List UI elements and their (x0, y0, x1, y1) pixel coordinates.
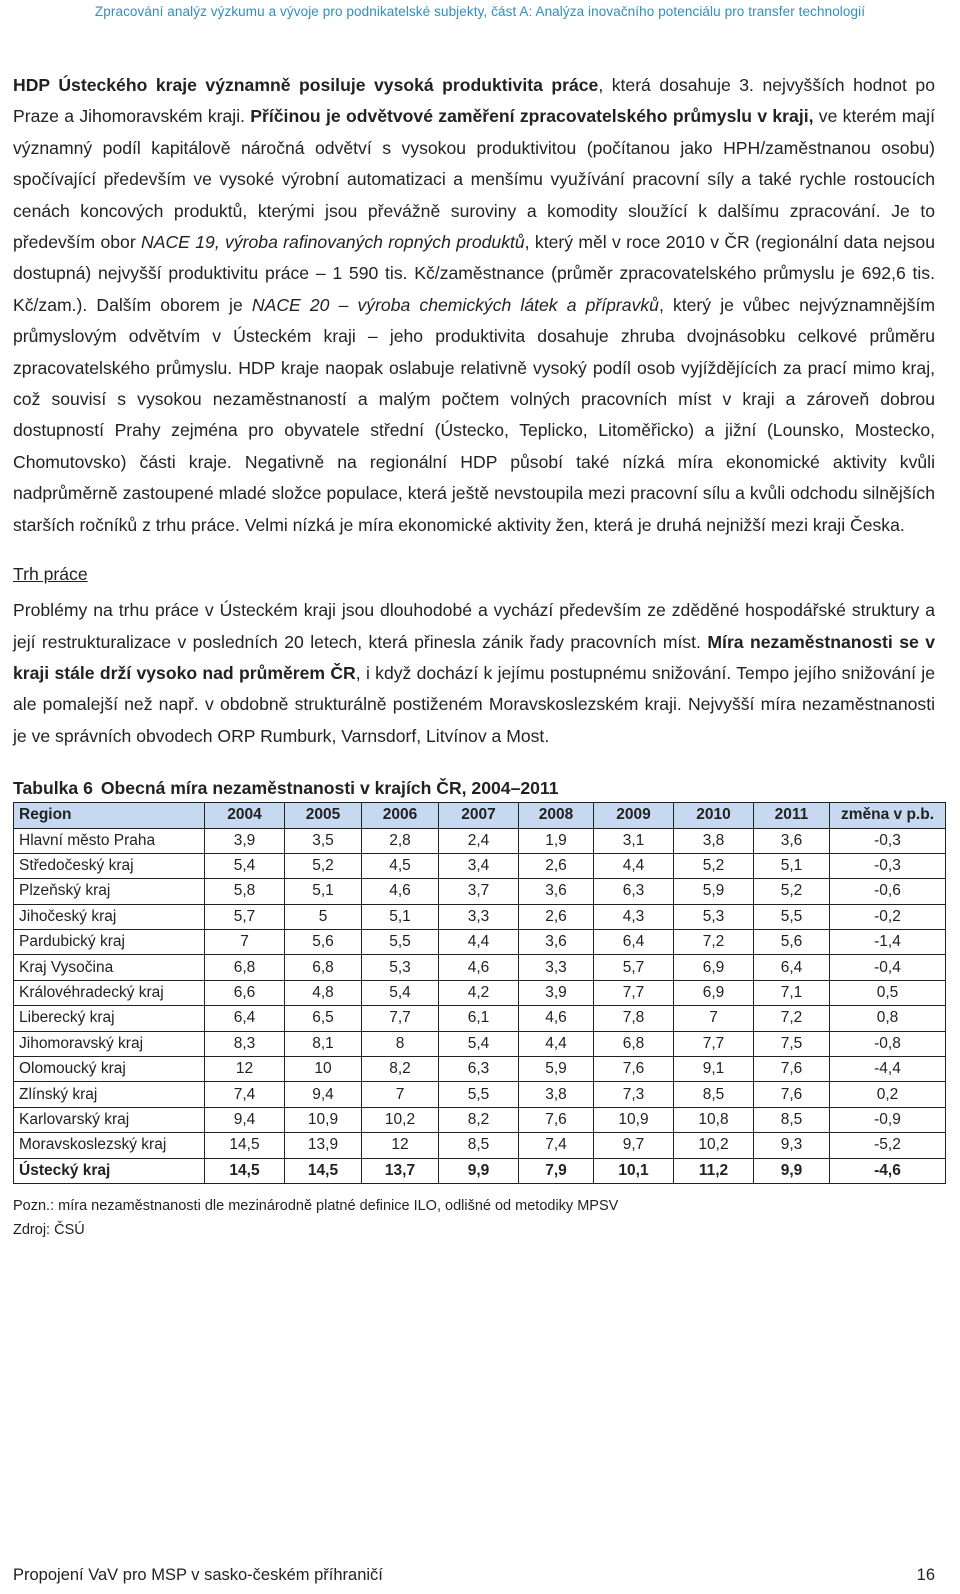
value-cell: 7,6 (594, 1057, 674, 1082)
value-cell: 5,6 (285, 930, 362, 955)
value-cell: 10,8 (674, 1107, 754, 1132)
value-cell: -4,6 (830, 1158, 946, 1183)
value-cell: 3,1 (594, 828, 674, 853)
source-text: Zdroj: ČSÚ (13, 1221, 85, 1238)
value-cell: 4,4 (519, 1031, 594, 1056)
column-header: 2011 (754, 803, 830, 828)
value-cell: 6,4 (754, 955, 830, 980)
table-row (14, 930, 946, 955)
value-cell: 3,8 (674, 828, 754, 853)
value-cell: -1,4 (830, 930, 946, 955)
running-header: Zpracování analýz výzkumu a vývoje pro podnikatelské subjekty, část A: Analýza inovačního potenciálu pro transfer technologií (94, 4, 866, 19)
region-cell: Liberecký kraj (14, 1006, 205, 1031)
value-cell: 5,5 (439, 1082, 519, 1107)
region-cell: Kraj Vysočina (14, 955, 205, 980)
page-content (13, 70, 935, 1242)
note-text: Pozn.: míra nezaměstnanosti dle mezinárodně platné definice ILO, odlišné od metodiky MPSV (13, 1197, 619, 1214)
value-cell: 0,2 (830, 1082, 946, 1107)
value-cell: 6,4 (594, 930, 674, 955)
value-cell: 14,5 (285, 1158, 362, 1183)
value-cell: 5,4 (362, 980, 439, 1005)
bold-lead-1: HDP Ústeckého kraje významně posiluje vysoká produktivita práce (13, 75, 599, 95)
region-cell: Královéhradecký kraj (14, 980, 205, 1005)
value-cell: -0,4 (830, 955, 946, 980)
column-header: 2009 (594, 803, 674, 828)
value-cell: 7,7 (594, 980, 674, 1005)
table-row (14, 853, 946, 878)
unemployment-table (13, 802, 946, 1184)
table-row (14, 1133, 946, 1158)
table-note (13, 1194, 935, 1242)
value-cell: 7 (205, 930, 285, 955)
bold-unemployment: Míra nezaměstnanosti se v kraji stále drží vysoko nad průměrem ČR (13, 631, 936, 683)
value-cell: 5,4 (205, 853, 285, 878)
text-span: , který je vůbec nejvýznamnějším průmyslovým odvětvím v Ústeckém kraji – jeho produktivita dosahuje zhruba dvojnásobku celkové průměru zpracovatelského průmyslu. HDP kraje naopak oslabuje relativně vysoký podíl osob vyjíždějících za prací mimo kraj, což souvisí s vysokou nezaměstnaností a malým počtem volných pracovních míst v kraji a zároveň dobrou dostupností Prahy zejména pro obyvatele střední (Ústecko, Teplicko, Litoměřicko) a jižní (Lounsko, Mostecko, Chomutovsko) části kraje. Negativně na regionální HDP působí také nízká míra ekonomické aktivity kvůli nadprůměrně zastoupené mladé složce populace, která ještě nevstoupila mezi pracovní sílu a kvůli odchodu silnějších starších ročníků z trhu práce. Velmi nízká je míra ekonomické aktivity žen, která je druhá nejnižší mezi kraji Česka. (13, 294, 936, 535)
value-cell: 9,4 (205, 1107, 285, 1132)
paragraph-hdp (13, 70, 935, 541)
value-cell: 7,2 (674, 930, 754, 955)
value-cell: 4,4 (594, 853, 674, 878)
value-cell: 4,4 (439, 930, 519, 955)
table-row (14, 1082, 946, 1107)
value-cell: 8,2 (439, 1107, 519, 1132)
value-cell: 2,8 (362, 828, 439, 853)
table-row (14, 955, 946, 980)
value-cell: 8,3 (205, 1031, 285, 1056)
value-cell: -0,3 (830, 853, 946, 878)
value-cell: 3,6 (754, 828, 830, 853)
value-cell: 3,6 (519, 879, 594, 904)
table-row (14, 904, 946, 929)
table-row (14, 1057, 946, 1082)
table-row (14, 828, 946, 853)
value-cell: 4,6 (519, 1006, 594, 1031)
value-cell: 6,3 (439, 1057, 519, 1082)
value-cell: 3,3 (439, 904, 519, 929)
section-heading-trh-prace: Trh práce (13, 564, 88, 585)
column-header: 2010 (674, 803, 754, 828)
table-header-row (14, 803, 946, 828)
text-span: , která dosahuje 3. nejvyšších hodnot po Praze a Jihomoravském kraji. (13, 75, 935, 127)
column-header: Region (14, 803, 205, 828)
column-header: 2008 (519, 803, 594, 828)
column-header: 2006 (362, 803, 439, 828)
value-cell: 10 (285, 1057, 362, 1082)
value-cell: 9,9 (754, 1158, 830, 1183)
value-cell: 5,7 (205, 904, 285, 929)
value-cell: 10,1 (594, 1158, 674, 1183)
value-cell: 5,1 (362, 904, 439, 929)
table-caption (13, 776, 935, 800)
table-body (14, 828, 946, 1183)
text-span: , který měl v roce 2010 v ČR (regionální data nejsou dostupná) nejvyšší produktivitu práce – 1 590 tis. Kč/zaměstnance (průměr zpracovatelského průmyslu je 692,6 tis. Kč/zam.). Dalším oborem je (13, 232, 935, 315)
text-span: Problémy na trhu práce v Ústeckém kraji jsou dlouhodobé a vychází především ze zděděné hospodářské struktury a její restrukturalizace v posledních 20 letech, která přinesla zánik řady pracovních míst. (13, 600, 935, 652)
table-row (14, 1031, 946, 1056)
value-cell: 4,8 (285, 980, 362, 1005)
value-cell: 4,5 (362, 853, 439, 878)
value-cell: 3,9 (519, 980, 594, 1005)
value-cell: 6,5 (285, 1006, 362, 1031)
italic-nace19: NACE 19, výroba rafinovaných ropných produktů (141, 232, 525, 253)
value-cell: 7,6 (754, 1082, 830, 1107)
value-cell: 7,2 (754, 1006, 830, 1031)
value-cell: 10,9 (285, 1107, 362, 1132)
value-cell: 5,5 (754, 904, 830, 929)
region-cell: Olomoucký kraj (14, 1057, 205, 1082)
value-cell: 4,6 (362, 879, 439, 904)
region-cell: Jihočeský kraj (14, 904, 205, 929)
value-cell: -0,6 (830, 879, 946, 904)
page-number: 16 (916, 1566, 935, 1584)
value-cell: 12 (205, 1057, 285, 1082)
text-span: , i když dochází k jejímu postupnému snižování. Tempo jejího snižování je ale pomalejší než např. v obdobně strukturálně postiženém Moravskoslezském kraji. Nejvyšší míra nezaměstnanosti je ve správních obvodech ORP Rumburk, Varnsdorf, Litvínov a Most. (13, 662, 935, 746)
value-cell: 7,7 (362, 1006, 439, 1031)
value-cell: 5,2 (285, 853, 362, 878)
value-cell: 7,4 (205, 1082, 285, 1107)
value-cell: 3,5 (285, 828, 362, 853)
value-cell: 4,3 (594, 904, 674, 929)
value-cell: 2,6 (519, 904, 594, 929)
value-cell: 2,4 (439, 828, 519, 853)
region-cell: Hlavní město Praha (14, 828, 205, 853)
value-cell: 5,6 (754, 930, 830, 955)
value-cell: 12 (362, 1133, 439, 1158)
value-cell: 5,7 (594, 955, 674, 980)
value-cell: 3,3 (519, 955, 594, 980)
value-cell: -0,8 (830, 1031, 946, 1056)
table-row (14, 1107, 946, 1132)
column-header: 2004 (205, 803, 285, 828)
value-cell: 11,2 (674, 1158, 754, 1183)
value-cell: 5,2 (754, 879, 830, 904)
value-cell: 13,7 (362, 1158, 439, 1183)
value-cell: 10,2 (362, 1107, 439, 1132)
value-cell: -5,2 (830, 1133, 946, 1158)
value-cell: 8 (362, 1031, 439, 1056)
table-row (14, 1158, 946, 1183)
value-cell: 9,9 (439, 1158, 519, 1183)
value-cell: 6,9 (674, 980, 754, 1005)
italic-nace20: NACE 20 – výroba chemických látek a přípravků (251, 294, 659, 315)
value-cell: 3,4 (439, 853, 519, 878)
value-cell: 9,1 (674, 1057, 754, 1082)
value-cell: 5,1 (285, 879, 362, 904)
value-cell: 5,4 (439, 1031, 519, 1056)
region-cell: Plzeňský kraj (14, 879, 205, 904)
value-cell: -4,4 (830, 1057, 946, 1082)
table-row (14, 980, 946, 1005)
paragraph-trh-prace (13, 595, 935, 752)
region-cell: Zlínský kraj (14, 1082, 205, 1107)
table-label: Tabulka 6 (13, 778, 93, 799)
value-cell: 4,2 (439, 980, 519, 1005)
value-cell: 10,2 (674, 1133, 754, 1158)
value-cell: 6,4 (205, 1006, 285, 1031)
value-cell: 6,3 (594, 879, 674, 904)
region-cell: Středočeský kraj (14, 853, 205, 878)
value-cell: 7,6 (519, 1107, 594, 1132)
value-cell: -0,2 (830, 904, 946, 929)
value-cell: -0,3 (830, 828, 946, 853)
value-cell: 10,9 (594, 1107, 674, 1132)
value-cell: 6,6 (205, 980, 285, 1005)
value-cell: 7,5 (754, 1031, 830, 1056)
page-footer (13, 1566, 935, 1585)
value-cell: 8,5 (439, 1133, 519, 1158)
region-cell: Karlovarský kraj (14, 1107, 205, 1132)
value-cell: 9,4 (285, 1082, 362, 1107)
region-cell: Pardubický kraj (14, 930, 205, 955)
value-cell: 7,9 (519, 1158, 594, 1183)
value-cell: 1,9 (519, 828, 594, 853)
value-cell: 7,3 (594, 1082, 674, 1107)
value-cell: 8,5 (674, 1082, 754, 1107)
value-cell: 5,2 (674, 853, 754, 878)
column-header: změna v p.b. (830, 803, 946, 828)
value-cell: 6,1 (439, 1006, 519, 1031)
value-cell: 3,8 (519, 1082, 594, 1107)
value-cell: 6,8 (205, 955, 285, 980)
value-cell: 6,9 (674, 955, 754, 980)
text-span: ve kterém mají významný podíl kapitálově náročná odvětví s vysokou produktivitou (počítanou jako HPH/zaměstnanou osobu) spočívající především ve vysoké výrobní automatizaci a menšímu využívání pracovní síly a také rychle rostoucích cenách koncových produktů, kterými jsou převážně suroviny a komodity sloužící k dalšímu zpracování. Je to především obor (13, 106, 935, 253)
value-cell: 6,8 (594, 1031, 674, 1056)
table-row (14, 879, 946, 904)
value-cell: 5,9 (674, 879, 754, 904)
value-cell: 3,9 (205, 828, 285, 853)
value-cell: 8,1 (285, 1031, 362, 1056)
footer-text: Propojení VaV pro MSP v sasko-českém příhraničí (13, 1566, 383, 1584)
column-header: 2005 (285, 803, 362, 828)
value-cell: 14,5 (205, 1133, 285, 1158)
region-cell: Ústecký kraj (14, 1158, 205, 1183)
column-header: 2007 (439, 803, 519, 828)
value-cell: 7,6 (754, 1057, 830, 1082)
value-cell: 7,4 (519, 1133, 594, 1158)
value-cell: 9,3 (754, 1133, 830, 1158)
value-cell: 7,1 (754, 980, 830, 1005)
value-cell: 14,5 (205, 1158, 285, 1183)
value-cell: 7 (362, 1082, 439, 1107)
value-cell: 8,5 (754, 1107, 830, 1132)
value-cell: 3,7 (439, 879, 519, 904)
value-cell: 5,5 (362, 930, 439, 955)
value-cell: 3,6 (519, 930, 594, 955)
value-cell: 2,6 (519, 853, 594, 878)
value-cell: 9,7 (594, 1133, 674, 1158)
table-row (14, 1006, 946, 1031)
value-cell: 0,8 (830, 1006, 946, 1031)
value-cell: 0,5 (830, 980, 946, 1005)
value-cell: 5 (285, 904, 362, 929)
region-cell: Moravskoslezský kraj (14, 1133, 205, 1158)
value-cell: 5,3 (674, 904, 754, 929)
value-cell: 13,9 (285, 1133, 362, 1158)
value-cell: 7 (674, 1006, 754, 1031)
region-cell: Jihomoravský kraj (14, 1031, 205, 1056)
value-cell: 4,6 (439, 955, 519, 980)
value-cell: 6,8 (285, 955, 362, 980)
value-cell: 5,9 (519, 1057, 594, 1082)
value-cell: -0,9 (830, 1107, 946, 1132)
value-cell: 7,7 (674, 1031, 754, 1056)
value-cell: 5,3 (362, 955, 439, 980)
bold-lead-2: Příčinou je odvětvové zaměření zpracovatelského průmyslu v kraji, (250, 106, 814, 127)
value-cell: 7,8 (594, 1006, 674, 1031)
value-cell: 5,1 (754, 853, 830, 878)
table-title: Obecná míra nezaměstnanosti v krajích ČR, 2004–2011 (100, 778, 559, 799)
value-cell: 8,2 (362, 1057, 439, 1082)
value-cell: 5,8 (205, 879, 285, 904)
